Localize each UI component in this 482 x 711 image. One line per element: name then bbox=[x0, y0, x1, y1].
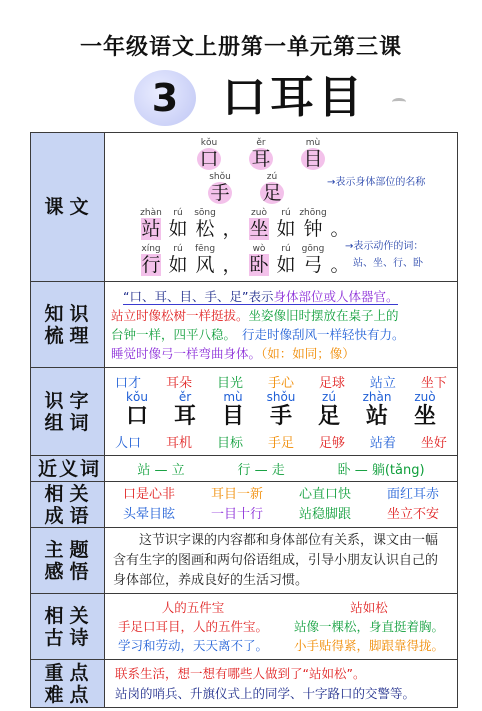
lesson-table bbox=[30, 132, 458, 708]
poem-2-line-1: 站像一棵松，身直挺着胸。 bbox=[293, 619, 444, 634]
hanzi: 手 bbox=[269, 404, 292, 429]
lesson-name: 口耳目 bbox=[222, 72, 366, 123]
poems bbox=[105, 598, 457, 655]
hanzi: ， bbox=[222, 254, 242, 276]
zhongdian-line-1: 联系生活，想一想有哪些人做到了“站如松”。 bbox=[115, 665, 366, 681]
word: 坐好 bbox=[420, 436, 447, 451]
word: 头晕目眩 bbox=[122, 506, 175, 522]
label-jinyi: 近义词 bbox=[31, 456, 105, 482]
pinyin-char bbox=[247, 208, 271, 240]
row-shizi bbox=[31, 368, 458, 456]
row-zhishi bbox=[31, 282, 458, 368]
hanzi: 坐 bbox=[413, 404, 436, 429]
pinyin: rú bbox=[173, 208, 183, 218]
pinyin-char bbox=[328, 208, 352, 240]
pinyin: gōng bbox=[301, 244, 325, 254]
pinyin-char bbox=[274, 208, 298, 240]
pinyin-char bbox=[139, 208, 163, 240]
pinyin: fēng bbox=[194, 244, 216, 254]
gushi-content bbox=[105, 594, 458, 660]
label-kewen: 课文 bbox=[31, 133, 105, 282]
word: 耳朵 bbox=[165, 376, 192, 391]
label-chengyu: 相关成语 bbox=[31, 482, 105, 528]
hanzi: 如 bbox=[276, 218, 296, 240]
pinyin: rú bbox=[173, 244, 183, 254]
pinyin: xíng bbox=[141, 244, 161, 254]
poem-1-line-1: 手足口耳目，人的五件宝。 bbox=[117, 619, 268, 634]
shizi-char bbox=[167, 391, 203, 430]
pinyin-char bbox=[166, 208, 190, 240]
jinyi-content bbox=[105, 456, 458, 482]
zhishi-line-1: “口、耳、目、手、足”表示身体部位或人体器官。 bbox=[123, 288, 399, 304]
hanzi: 如 bbox=[168, 254, 188, 276]
pinyin: mù bbox=[305, 138, 321, 148]
kewen-note-body-parts: →表示身体部位的名称 bbox=[327, 177, 426, 188]
hanzi: 弓 bbox=[303, 254, 323, 276]
word: 口才 bbox=[115, 376, 142, 391]
pinyin-char bbox=[193, 244, 217, 276]
kewen-line-1 bbox=[65, 138, 457, 170]
decorative-mark-icon bbox=[392, 98, 406, 106]
hanzi: 目 bbox=[301, 148, 325, 170]
hanzi: 耳 bbox=[173, 404, 196, 429]
poem-2 bbox=[281, 598, 457, 655]
pinyin-char bbox=[139, 244, 163, 276]
pinyin-char bbox=[274, 244, 298, 276]
pinyin-char bbox=[208, 172, 232, 204]
hanzi: 如 bbox=[168, 218, 188, 240]
row-jinyi bbox=[31, 456, 458, 482]
hanzi: 耳 bbox=[249, 148, 273, 170]
pinyin: ěr bbox=[178, 390, 192, 404]
word: 耳机 bbox=[165, 436, 192, 451]
pinyin: zú bbox=[322, 390, 336, 404]
poem-1 bbox=[105, 598, 281, 655]
shizi-char bbox=[263, 391, 299, 430]
poem-1-title: 人的五件宝 bbox=[161, 600, 225, 615]
kewen-line-3 bbox=[105, 208, 457, 240]
pinyin: ěr bbox=[256, 138, 266, 148]
pinyin: zú bbox=[266, 172, 278, 182]
zhishi-line-4: 睡觉时像弓一样弯曲身体。（如：如同；像） bbox=[111, 345, 355, 361]
word: 行 — 走 bbox=[237, 463, 285, 478]
lesson-number-badge: 3 bbox=[134, 70, 196, 126]
word: 足够 bbox=[318, 436, 345, 451]
poem-1-line-2: 学习和劳动，天天离不了。 bbox=[117, 638, 268, 653]
label-zhuti: 主题感悟 bbox=[31, 528, 105, 594]
pinyin-char bbox=[193, 208, 217, 240]
hanzi: 站 bbox=[141, 218, 161, 240]
label-shizi: 识字组词 bbox=[31, 368, 105, 456]
word: 口是心非 bbox=[122, 486, 175, 502]
pinyin: sōng bbox=[194, 208, 216, 218]
word: 站 — 立 bbox=[137, 463, 185, 478]
chengyu-row-1 bbox=[105, 485, 457, 505]
pinyin: rú bbox=[281, 244, 291, 254]
hanzi: 如 bbox=[276, 254, 296, 276]
word: 心直口快 bbox=[298, 486, 351, 502]
word: 手心 bbox=[267, 376, 294, 391]
chengyu-content bbox=[105, 482, 458, 528]
word: 人口 bbox=[115, 436, 142, 451]
word: 手足 bbox=[267, 436, 294, 451]
zhongdian-line-2: 站岗的哨兵、升旗仪式上的同学、十字路口的交警等。 bbox=[115, 685, 416, 701]
hanzi: 足 bbox=[317, 404, 340, 429]
hanzi: 钟 bbox=[303, 218, 323, 240]
kewen-content bbox=[105, 133, 458, 282]
hanzi: 松 bbox=[195, 218, 215, 240]
row-chengyu bbox=[31, 482, 458, 528]
word: 站着 bbox=[369, 436, 396, 451]
lesson-header bbox=[134, 70, 414, 130]
hanzi: 手 bbox=[208, 182, 232, 204]
kewen-note-actions: →表示动作的词： bbox=[345, 241, 424, 252]
zhishi-line-2: 站立时像松树一样挺拔。坐姿像旧时摆放在桌子上的 bbox=[111, 307, 399, 323]
zhongdian-content bbox=[105, 660, 458, 708]
pinyin-char bbox=[301, 138, 325, 170]
hanzi: 目 bbox=[221, 404, 244, 429]
pinyin: wò bbox=[252, 244, 266, 254]
word: 一目十行 bbox=[210, 506, 263, 522]
pinyin: kǒu bbox=[200, 138, 218, 148]
pinyin-char bbox=[301, 244, 325, 276]
pinyin: zhàn bbox=[362, 390, 392, 404]
word: 站立 bbox=[369, 376, 396, 391]
pinyin: mù bbox=[223, 390, 243, 404]
word: 卧 — 躺(tǎng) bbox=[337, 463, 425, 478]
hanzi: 站 bbox=[365, 404, 388, 429]
shizi-char bbox=[215, 391, 251, 430]
pinyin-char bbox=[249, 138, 273, 170]
row-kewen bbox=[31, 133, 458, 282]
row-zhuti bbox=[31, 528, 458, 594]
zhishi-line-3: 台钟一样，四平八稳。 行走时像刮风一样轻快有力。 bbox=[111, 326, 405, 342]
shizi-char bbox=[407, 391, 443, 430]
word: 耳目一新 bbox=[210, 486, 263, 502]
hanzi: 卧 bbox=[249, 254, 269, 276]
shizi-bottom-words bbox=[105, 432, 457, 451]
row-gushi bbox=[31, 594, 458, 660]
pinyin-char bbox=[301, 208, 325, 240]
pinyin: shǒu bbox=[266, 390, 296, 404]
pinyin-char bbox=[197, 138, 221, 170]
hanzi: 。 bbox=[330, 218, 350, 240]
word: 面红耳赤 bbox=[386, 486, 439, 502]
label-gushi: 相关古诗 bbox=[31, 594, 105, 660]
hanzi: 坐 bbox=[249, 218, 269, 240]
shizi-char bbox=[119, 391, 155, 430]
word: 坐立不安 bbox=[386, 506, 439, 522]
pinyin-char bbox=[220, 244, 244, 276]
poem-2-line-2: 小手贴得紧，脚跟靠得拢。 bbox=[293, 638, 444, 653]
hanzi: 。 bbox=[330, 254, 350, 276]
row-zhongdian bbox=[31, 660, 458, 708]
word: 目标 bbox=[216, 436, 243, 451]
pinyin: kǒu bbox=[126, 390, 148, 404]
chengyu-row-2 bbox=[105, 505, 457, 525]
poem-2-title: 站如松 bbox=[350, 600, 388, 615]
pinyin: shǒu bbox=[209, 172, 231, 182]
zhishi-content bbox=[105, 282, 458, 368]
shizi-chars bbox=[105, 391, 457, 430]
zhuti-text: 这节识字课的内容都和身体部位有关系，课文由一幅含有生字的图画和两句俗语组成，引导小朋友认识自己的身体部位，养成良好的生活习惯。 bbox=[105, 528, 458, 594]
hanzi: 风 bbox=[195, 254, 215, 276]
pinyin: zhàn bbox=[140, 208, 162, 218]
shizi-top-words bbox=[105, 372, 457, 391]
kewen-note-actions-list: 站、坐、行、卧 bbox=[353, 258, 423, 269]
pinyin: zuò bbox=[414, 390, 436, 404]
word: 站稳脚跟 bbox=[298, 506, 351, 522]
pinyin: rú bbox=[281, 208, 291, 218]
pinyin: zhōng bbox=[299, 208, 327, 218]
word: 足球 bbox=[318, 376, 345, 391]
hanzi: 口 bbox=[125, 404, 148, 429]
pinyin-char bbox=[247, 244, 271, 276]
hanzi: ， bbox=[222, 218, 242, 240]
shizi-content bbox=[105, 368, 458, 456]
word: 目光 bbox=[216, 376, 243, 391]
label-zhongdian: 重点难点 bbox=[31, 660, 105, 708]
jinyi-pairs bbox=[105, 459, 457, 478]
pinyin-char bbox=[220, 208, 244, 240]
hanzi: 行 bbox=[141, 254, 161, 276]
shizi-char bbox=[359, 391, 395, 430]
shizi-char bbox=[311, 391, 347, 430]
page-title: 一年级语文上册第一单元第三课 bbox=[79, 35, 402, 60]
label-zhishi: 知识梳理 bbox=[31, 282, 105, 368]
pinyin-char bbox=[260, 172, 284, 204]
pinyin-char bbox=[166, 244, 190, 276]
hanzi: 口 bbox=[197, 148, 221, 170]
hanzi: 足 bbox=[260, 182, 284, 204]
word: 坐下 bbox=[420, 376, 447, 391]
pinyin: zuò bbox=[251, 208, 267, 218]
